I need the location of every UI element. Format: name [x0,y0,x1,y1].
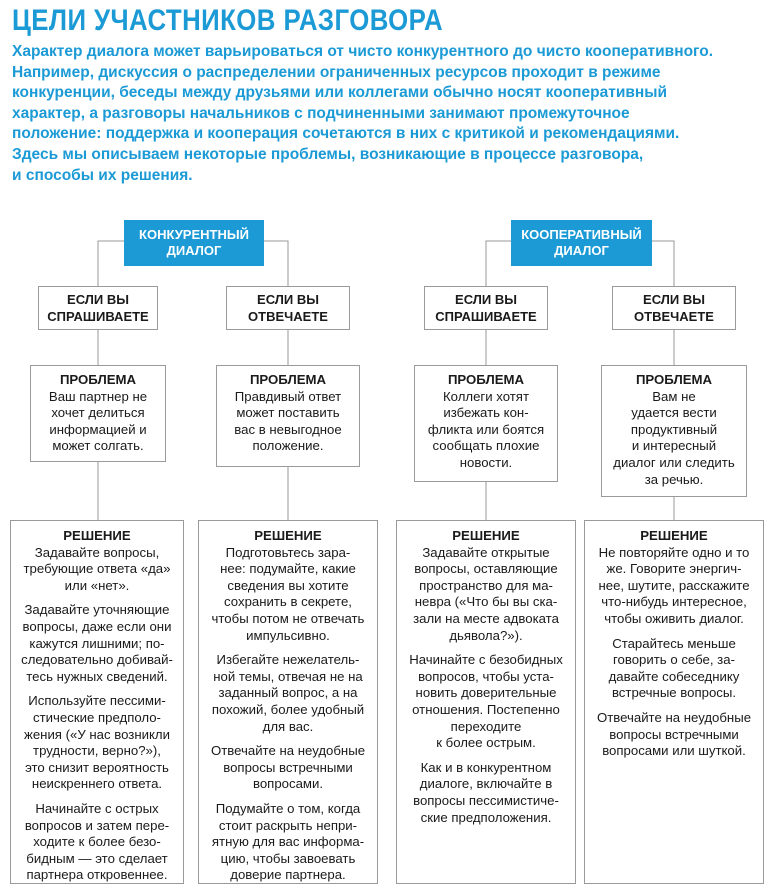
solution-line: стические предполо- [33,709,161,725]
solution-line: дьявола?»). [449,627,523,643]
connector-line [652,241,674,286]
solution-line: сведения вы хотите [227,577,349,593]
solution-line: вопросы пессимистиче- [413,792,559,808]
solution-heading: РЕШЕНИЕ [63,528,131,543]
problem-heading: ПРОБЛЕМА [59,372,137,387]
cooperative-ask-solution [396,520,576,884]
solution-line: кажутся лишними; по- [29,635,165,651]
solution-line: импульсивно. [246,627,330,643]
role-line: ЕСЛИ ВЫ [455,292,517,307]
problem-line: может поставить [236,405,340,421]
solution-line: Подготовьтесь зара- [225,544,351,560]
solution-paragraph [11,545,183,595]
solution-line: для вас. [262,718,314,734]
problem-line: диалог или следить [613,454,735,470]
intro-line: характер, а разговоры начальников с подчиненными занимают промежуточное [12,104,630,122]
problem-line: Вам не [652,388,696,404]
solution-paragraph [11,602,183,685]
problem-line: новости. [459,454,513,470]
solution-line: вопросов и затем пере- [24,817,170,833]
problem-line: фликта или боятся [427,421,545,437]
page-title: ЦЕЛИ УЧАСТНИКОВ РАЗГОВОРА [12,4,444,37]
solution-line: сохранить в секрете, [224,594,352,610]
cooperative-dialog-box [511,220,652,266]
solution-line: вопросы, даже если они [22,618,172,634]
intro-line: и способы их решения. [12,166,193,184]
problem-line: удается вести [631,405,717,421]
role-line: ЕСЛИ ВЫ [257,292,319,307]
solution-line: или «нет». [64,577,130,593]
role-line: СПРАШИВАЕТЕ [435,309,537,324]
solution-line: вопросы встречными [223,759,353,775]
intro-line: Например, дискуссия о распределении ограниченных ресурсов проходит в режиме [12,63,661,81]
solution-line: Подумайте о том, когда [215,800,361,816]
solution-line: встречные вопросы. [611,685,737,701]
role-line: ЕСЛИ ВЫ [643,292,705,307]
cooperative-answer-problem [601,365,747,497]
solution-line: тесь нужных сведений. [26,668,168,684]
intro-line: конкуренции, беседы между друзьями или коллегами обычно носят кооперативный [12,84,668,102]
solution-line: отношения. Постепенно [412,701,560,717]
solution-line: вопросов, чтобы уста- [418,668,554,684]
solution-paragraph [397,652,575,752]
solution-line: Используйте пессими- [28,693,166,709]
competitive-answer-role [226,286,350,330]
problem-line: и интересный [631,438,717,454]
problem-line: может солгать. [52,438,144,454]
solution-line: жения («У нас возникли [24,726,170,742]
solution-line: зали на месте адвоката [413,610,559,626]
solution-line: же. Говорите энергич- [606,561,742,577]
solution-line: нее: подумайте, какие [220,561,356,577]
solution-line: вопросы, оставляющие [414,561,558,577]
dialog-label-line: ДИАЛОГ [166,243,222,258]
problem-heading: ПРОБЛЕМА [447,372,525,387]
solution-paragraph [11,801,183,884]
solution-paragraph [199,545,377,645]
problem-line: за речью. [644,471,704,487]
solution-line: нее, шутите, расскажите [598,577,750,593]
solution-line: Задавайте уточняющие [24,602,170,618]
role-line: ОТВЕЧАЕТЕ [634,309,714,324]
intro-line: Характер диалога может варьироваться от чисто конкурентного до чисто кооперативного. [12,43,714,60]
competitive-answer-problem [216,365,360,467]
solution-line: Отвечайте на неудобные [596,709,752,725]
solution-paragraph [199,743,377,793]
solution-line: вопросами. [252,776,324,792]
intro-line: положение: поддержка и кооперация сочетаются в них с критикой и рекомендациями. [12,125,680,143]
problem-line: сообщать плохие [432,438,540,454]
solution-line: вопросы встречными [609,726,739,742]
solution-line: чтобы потом не отвечать [211,610,365,626]
solution-line: чтобы оживить диалог. [604,610,744,626]
solution-line: цию, чтобы завоевать [220,850,356,866]
solution-line: Задавайте открытые [422,544,550,560]
solution-line: ские предположения. [420,809,552,825]
cooperative-ask-role [424,286,548,330]
solution-line: Избегайте нежелатель- [216,652,360,668]
solution-line: вопросами или шуткой. [602,743,746,759]
dialog-label-line: КООПЕРАТИВНЫЙ [521,227,642,242]
problem-line: избежать кон- [443,405,529,421]
solution-line: ной темы, отвечая не на [213,668,363,684]
solution-line: к более острым. [436,735,536,751]
solution-line: давайте собеседнику [608,668,740,684]
competitive-dialog-box [124,220,264,266]
problem-line: вас в невыгодное [234,421,342,437]
solution-paragraph [11,693,183,793]
solution-paragraph [397,760,575,826]
problem-heading: ПРОБЛЕМА [249,372,327,387]
competitive-ask-problem [30,365,166,462]
solution-line: что-нибудь интересное, [601,594,747,610]
connector-line [98,241,124,286]
solution-line: следовательно добивай- [21,652,173,668]
solution-line: диалоге, включайте в [419,776,553,792]
competitive-answer-solution [198,520,378,884]
solution-line: говорить о себе, за- [613,652,735,668]
role-line: СПРАШИВАЕТЕ [47,309,149,324]
solution-line: это снизит вероятность [25,759,169,775]
solution-paragraph [585,636,763,702]
role-line: ОТВЕЧАЕТЕ [248,309,328,324]
solution-line: Задавайте вопросы, [34,544,160,560]
role-line: ЕСЛИ ВЫ [67,292,129,307]
solution-line: бидным — это сделает [26,850,168,866]
solution-line: Как и в конкурентном [420,759,552,775]
solution-heading: РЕШЕНИЕ [640,528,708,543]
solution-line: заданный вопрос, а на [218,685,358,701]
problem-line: Ваш партнер не [48,388,148,404]
solution-line: похожий, более удобный [211,701,365,717]
problem-line: информацией и [49,421,147,437]
connector-line [264,241,288,286]
problem-line: продуктивный [630,421,718,437]
solution-paragraph [199,652,377,735]
solution-line: неискреннего ответа. [31,776,163,792]
solution-line: переходите [450,718,522,734]
solution-line: доверие партнера. [230,867,346,883]
cooperative-answer-solution [584,520,764,884]
solution-heading: РЕШЕНИЕ [254,528,322,543]
solution-line: Не повторяйте одно и то [598,544,750,560]
solution-paragraph [585,710,763,760]
dialog-label-line: ДИАЛОГ [554,243,609,258]
solution-line: ходите к более безо- [33,834,161,850]
connector-line [486,241,511,286]
solution-line: ятную для вас информа- [211,834,365,850]
competitive-ask-role [38,286,158,330]
solution-line: пространство для ма- [419,577,553,593]
cooperative-answer-role [612,286,736,330]
solution-line: требующие ответа «да» [23,561,171,577]
solution-line: Начинайте с безобидных [409,652,563,668]
problem-heading: ПРОБЛЕМА [635,372,713,387]
solution-line: партнера откровеннее. [26,867,168,883]
problem-line: Правдивый ответ [234,388,342,404]
problem-line: хочет делиться [51,405,145,421]
solution-line: новить доверительные [415,685,557,701]
solution-line: трудности, верно?»), [33,743,161,759]
solution-paragraph [397,545,575,645]
solution-paragraph [199,801,377,884]
dialog-label-line: КОНКУРЕНТНЫЙ [139,227,249,242]
intro-line: Здесь мы описываем некоторые проблемы, возникающие в процессе разговора, [12,145,644,163]
solution-line: Начинайте с острых [35,800,159,816]
cooperative-ask-problem [414,365,558,482]
solution-line: Старайтесь меньше [612,635,736,651]
solution-line: невра («Что бы вы ска- [414,594,558,610]
solution-heading: РЕШЕНИЕ [452,528,520,543]
solution-line: стоит раскрыть непри- [218,817,358,833]
solution-line: Отвечайте на неудобные [210,743,366,759]
problem-line: положение. [252,438,324,454]
problem-line: Коллеги хотят [442,388,529,404]
solution-paragraph [585,545,763,628]
competitive-ask-solution [10,520,184,884]
